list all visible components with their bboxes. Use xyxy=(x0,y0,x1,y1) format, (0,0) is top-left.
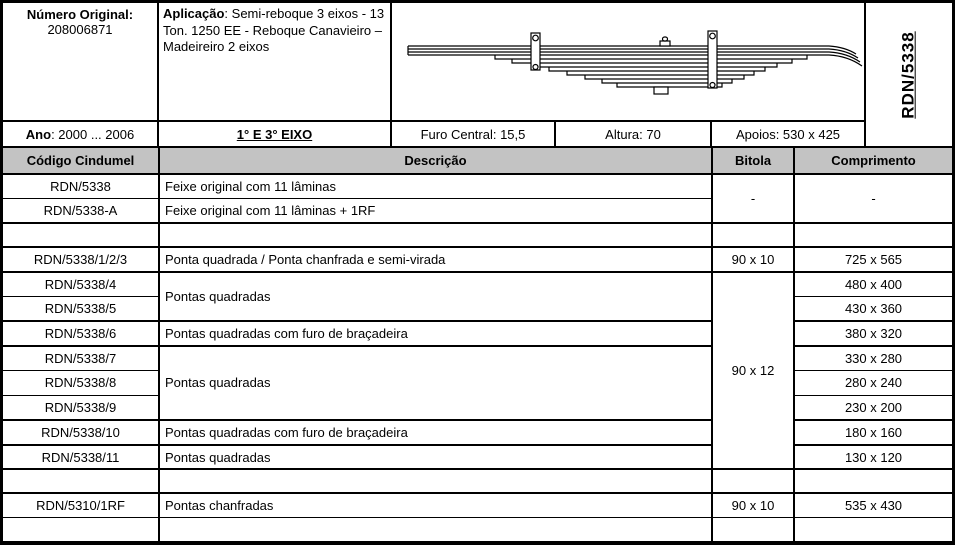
header-section xyxy=(3,3,952,148)
bitola-cell xyxy=(712,469,794,493)
bitola-cell xyxy=(712,223,794,247)
specs-row xyxy=(392,122,866,148)
table-row xyxy=(3,247,952,272)
ano-value: : 2000 ... 2006 xyxy=(51,126,135,142)
eixo-label: 1° E 3° EIXO xyxy=(236,126,313,142)
descricao-cell: Pontas quadradas xyxy=(159,346,712,420)
descricao-cell xyxy=(159,518,712,542)
aplicacao-label: Aplicação xyxy=(163,6,225,21)
altura-cell: Altura: 70 xyxy=(556,122,712,146)
table-row xyxy=(3,346,952,371)
codigo-cell: RDN/5338/1/2/3 xyxy=(3,247,159,272)
comprimento-cell: 180 x 160 xyxy=(794,420,952,445)
ano-label: Ano xyxy=(25,126,52,142)
comprimento-cell xyxy=(794,469,952,493)
descricao-cell: Pontas chanfradas xyxy=(159,493,712,518)
comprimento-cell: 380 x 320 xyxy=(794,321,952,346)
ano-cell xyxy=(3,122,159,148)
comprimento-cell: 280 x 240 xyxy=(794,371,952,396)
part-code-cell xyxy=(866,3,952,148)
descricao-cell: Pontas quadradas com furo de braçadeira xyxy=(159,420,712,445)
codigo-cell: RDN/5338/11 xyxy=(3,445,159,470)
spacer-row xyxy=(3,518,952,542)
numero-original-value: 208006871 xyxy=(47,22,113,37)
table-row xyxy=(3,420,952,445)
codigo-cell xyxy=(3,518,159,542)
comprimento-cell: 330 x 280 xyxy=(794,346,952,371)
col-header-comprimento: Comprimento xyxy=(794,148,952,174)
table-row xyxy=(3,445,952,470)
codigo-cell: RDN/5338/7 xyxy=(3,346,159,371)
numero-original-label: Número Original: xyxy=(26,7,134,22)
comprimento-cell: 430 x 360 xyxy=(794,296,952,321)
parts-table xyxy=(3,148,952,542)
descricao-cell: Pontas quadradas xyxy=(159,445,712,470)
codigo-cell: RDN/5338-A xyxy=(3,199,159,224)
eixo-cell xyxy=(159,122,392,148)
spacer-row xyxy=(3,469,952,493)
furo-central-cell: Furo Central: 15,5 xyxy=(392,122,556,146)
descricao-cell xyxy=(159,223,712,247)
codigo-cell: RDN/5338/9 xyxy=(3,395,159,420)
codigo-cell: RDN/5338/10 xyxy=(3,420,159,445)
aplicacao-text: : Semi-reboque 3 eixos - 13 Ton. 1250 EE - Reboque Canavieiro – Madeireiro 2 eixos xyxy=(163,6,385,55)
table-row xyxy=(3,272,952,297)
descricao-cell: Feixe original com 11 lâminas + 1RF xyxy=(159,199,712,224)
codigo-cell: RDN/5338/8 xyxy=(3,371,159,396)
col-header-descricao: Descrição xyxy=(159,148,712,174)
descricao-cell xyxy=(159,469,712,493)
bitola-cell: - xyxy=(712,174,794,223)
comprimento-cell: 725 x 565 xyxy=(794,247,952,272)
bitola-cell: 90 x 10 xyxy=(712,493,794,518)
descricao-cell: Pontas quadradas com furo de braçadeira xyxy=(159,321,712,346)
col-header-codigo: Código Cindumel xyxy=(3,148,159,174)
codigo-cell xyxy=(3,469,159,493)
comprimento-cell: 535 x 430 xyxy=(794,493,952,518)
table-row xyxy=(3,321,952,346)
table-row xyxy=(3,174,952,199)
comprimento-cell: 480 x 400 xyxy=(794,272,952,297)
comprimento-cell: 230 x 200 xyxy=(794,395,952,420)
leaf-spring-drawing xyxy=(392,3,866,122)
codigo-cell: RDN/5338/6 xyxy=(3,321,159,346)
col-header-bitola: Bitola xyxy=(712,148,794,174)
comprimento-cell: 130 x 120 xyxy=(794,445,952,470)
codigo-cell: RDN/5338/4 xyxy=(3,272,159,297)
descricao-cell: Ponta quadrada / Ponta chanfrada e semi-virada xyxy=(159,247,712,272)
descricao-cell: Feixe original com 11 lâminas xyxy=(159,174,712,199)
codigo-cell xyxy=(3,223,159,247)
comprimento-cell xyxy=(794,223,952,247)
table-header-row xyxy=(3,148,952,174)
comprimento-cell xyxy=(794,518,952,542)
codigo-cell: RDN/5338 xyxy=(3,174,159,199)
codigo-cell: RDN/5338/5 xyxy=(3,296,159,321)
aplicacao-cell xyxy=(159,3,392,122)
numero-original-cell xyxy=(3,3,159,122)
apoios-cell: Apoios: 530 x 425 xyxy=(735,126,841,142)
table-row xyxy=(3,493,952,518)
codigo-cell: RDN/5310/1RF xyxy=(3,493,159,518)
bitola-cell: 90 x 12 xyxy=(712,272,794,470)
descricao-cell: Pontas quadradas xyxy=(159,272,712,321)
spacer-row xyxy=(3,223,952,247)
comprimento-cell: - xyxy=(794,174,952,223)
bitola-cell: 90 x 10 xyxy=(712,247,794,272)
leaf-spring-illustration-svg xyxy=(392,3,866,122)
part-code-vertical-label: RDN/5338 xyxy=(899,30,918,119)
bitola-cell xyxy=(712,518,794,542)
